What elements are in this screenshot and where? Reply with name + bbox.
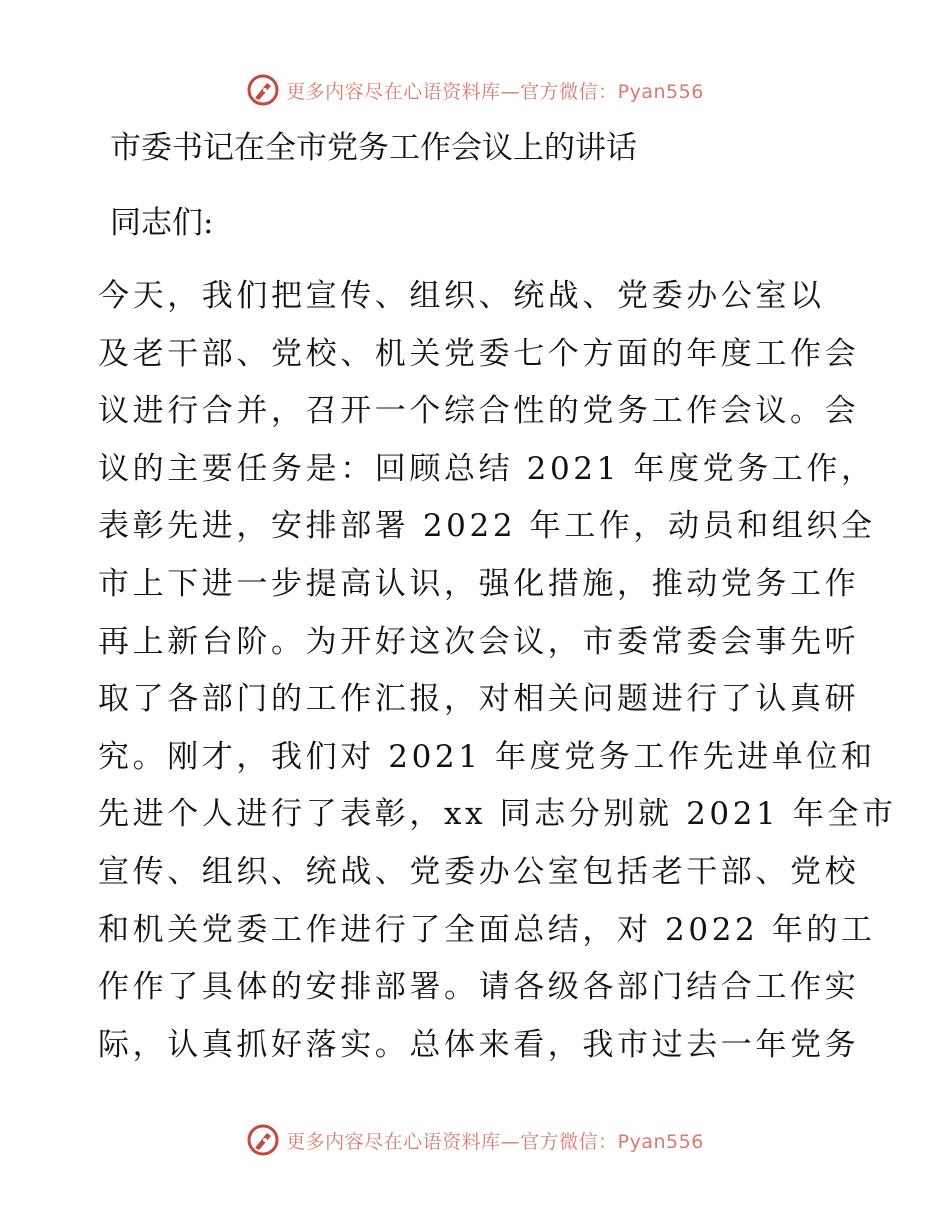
paragraph-line: 市上下进一步提高认识，强化措施，推动党务工作 xyxy=(98,565,860,602)
watermark-text: 更多内容尽在心语资料库—官方微信：Pyan556 xyxy=(286,80,704,103)
paragraph-line: 再上新台阶。为开好这次会议，市委常委会事先听 xyxy=(98,623,860,660)
paragraph-line: 议进行合并，召开一个综合性的党务工作会议。会 xyxy=(98,393,860,430)
paragraph-line: 宣传、组织、统战、党委办公室包括老干部、党校 xyxy=(98,853,860,890)
paragraph-line: 今天，我们把宣传、组织、统战、党委办公室以 xyxy=(98,278,825,314)
paragraph-line: 作作了具体的安排部署。请各级各部门结合工作实 xyxy=(98,969,860,1006)
paragraph-line: 议的主要任务是：回顾总结 2021 年度党务工作， xyxy=(98,450,876,487)
pen-nib-logo-icon xyxy=(246,1123,280,1157)
document-title: 市委书记在全市党务工作会议上的讲话 xyxy=(110,130,637,166)
watermark-text: 更多内容尽在心语资料库—官方微信：Pyan556 xyxy=(286,1130,704,1153)
greeting: 同志们: xyxy=(110,205,214,241)
pen-nib-logo-icon xyxy=(246,73,280,107)
watermark-banner-bottom xyxy=(0,1120,950,1160)
body-paragraph xyxy=(98,268,897,1074)
paragraph-line: 取了各部门的工作汇报，对相关问题进行了认真研 xyxy=(98,681,860,718)
paragraph-line: 及老干部、党校、机关党委七个方面的年度工作会 xyxy=(98,335,860,372)
paragraph-line: 先进个人进行了表彰，xx 同志分别就 2021 年全市 xyxy=(98,796,897,833)
paragraph-line: 表彰先进，安排部署 2022 年工作，动员和组织全 xyxy=(98,508,876,545)
watermark-banner-top xyxy=(0,70,950,110)
paragraph-line: 和机关党委工作进行了全面总结，对 2022 年的工 xyxy=(98,911,876,948)
paragraph-line: 究。刚才，我们对 2021 年度党务工作先进单位和 xyxy=(98,738,876,775)
paragraph-line: 际，认真抓好落实。总体来看，我市过去一年党务 xyxy=(98,1026,860,1063)
